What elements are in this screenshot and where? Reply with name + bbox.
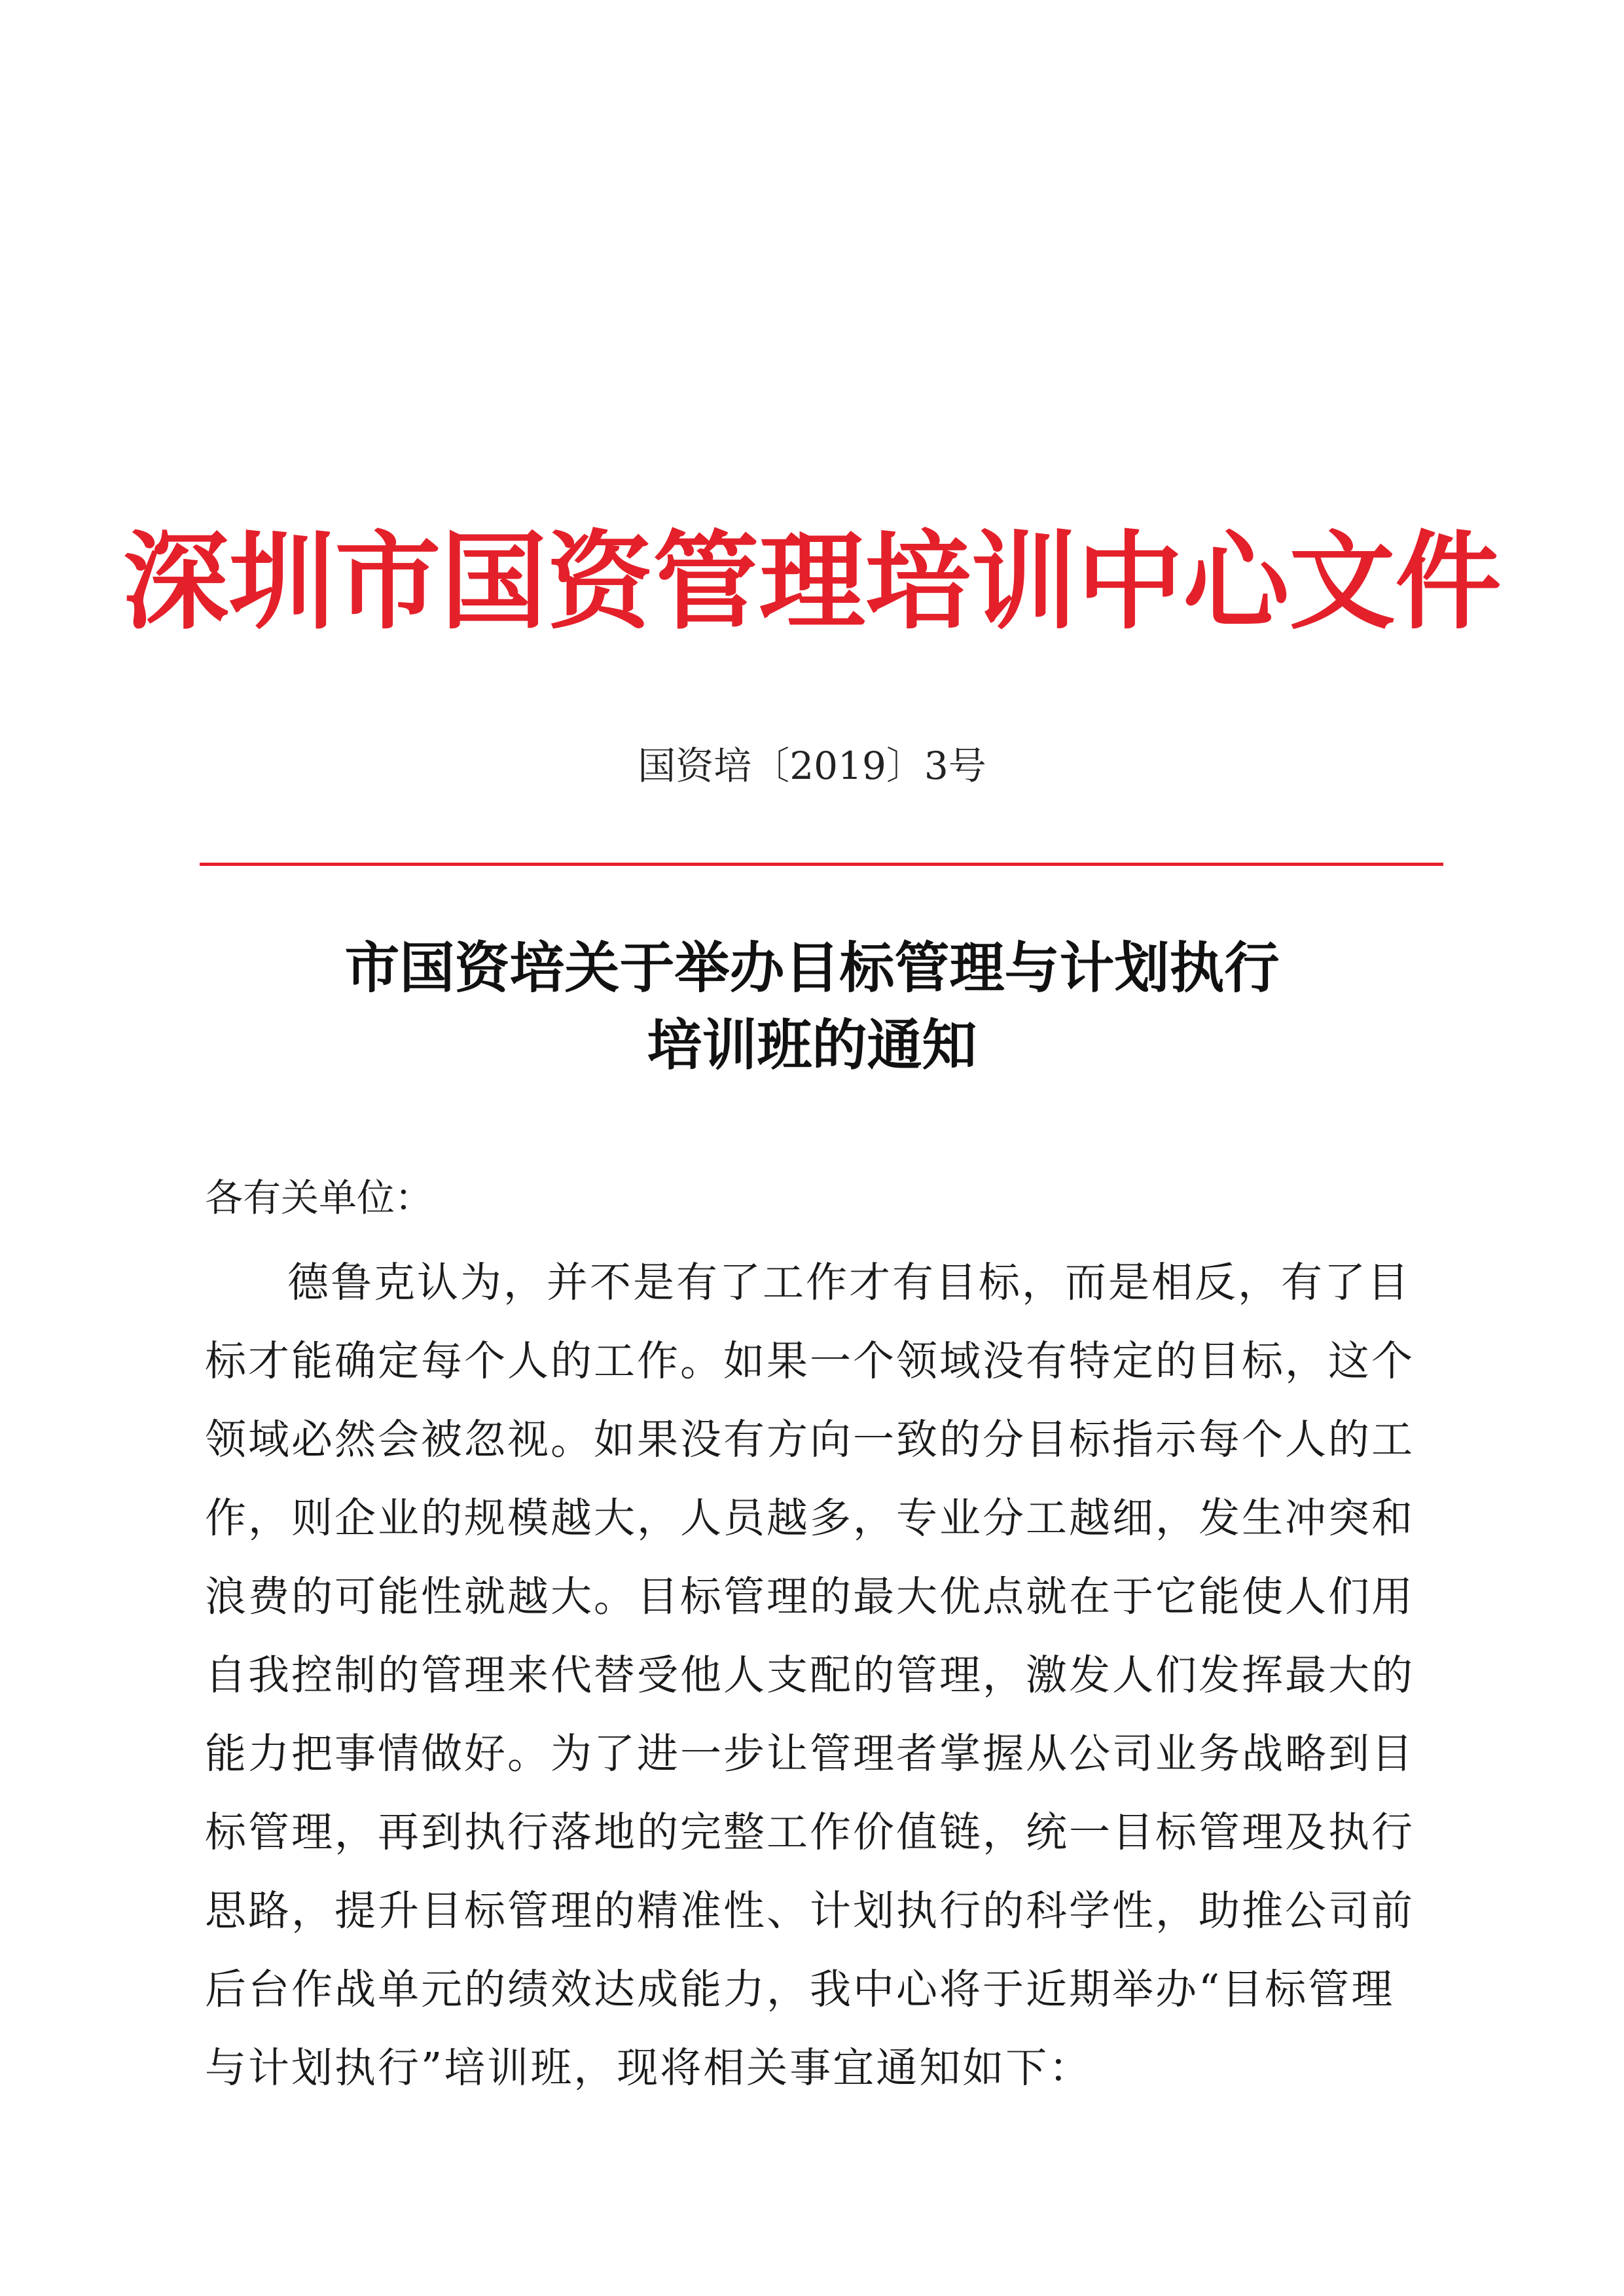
body-line: 与计划执行”培训班，现将相关事宜通知如下： [205,2044,1092,2092]
body-line: 能力把事情做好。为了进一步让管理者掌握从公司业务战略到目 [205,1730,1415,1778]
notice-title-line-2: 培训班的通知 [647,1013,977,1077]
red-divider-line [200,863,1443,866]
body-line: 标才能确定每个人的工作。如果一个领域没有特定的目标，这个 [205,1337,1415,1385]
body-line: 作，则企业的规模越大，人员越多，专业分工越细，发生冲突和 [205,1494,1415,1542]
issuer-header-title: 深圳市国资管理培训中心文件 [122,521,1502,644]
document-number: 国资培〔2019〕3号 [638,744,986,788]
body-line: 自我控制的管理来代替受他人支配的管理，激发人们发挥最大的 [205,1651,1415,1699]
body-line: 标管理，再到执行落地的完整工作价值链，统一目标管理及执行 [205,1808,1415,1856]
body-line: 浪费的可能性就越大。目标管理的最大优点就在于它能使人们用 [205,1573,1415,1621]
body-line: 德鲁克认为，并不是有了工作才有目标，而是相反，有了目 [287,1259,1411,1306]
body-line: 思路，提升目标管理的精准性、计划执行的科学性，助推公司前 [205,1887,1415,1935]
body-line: 领域必然会被忽视。如果没有方向一致的分目标指示每个人的工 [205,1416,1415,1463]
salutation: 各有关单位： [205,1175,433,1220]
body-paragraph [205,1244,1416,2108]
notice-title [0,929,1624,1084]
body-line: 后台作战单元的绩效达成能力，我中心将于近期举办“目标管理 [205,1965,1395,2013]
notice-title-line-1: 市国资培关于举办目标管理与计划执行 [344,935,1280,1000]
